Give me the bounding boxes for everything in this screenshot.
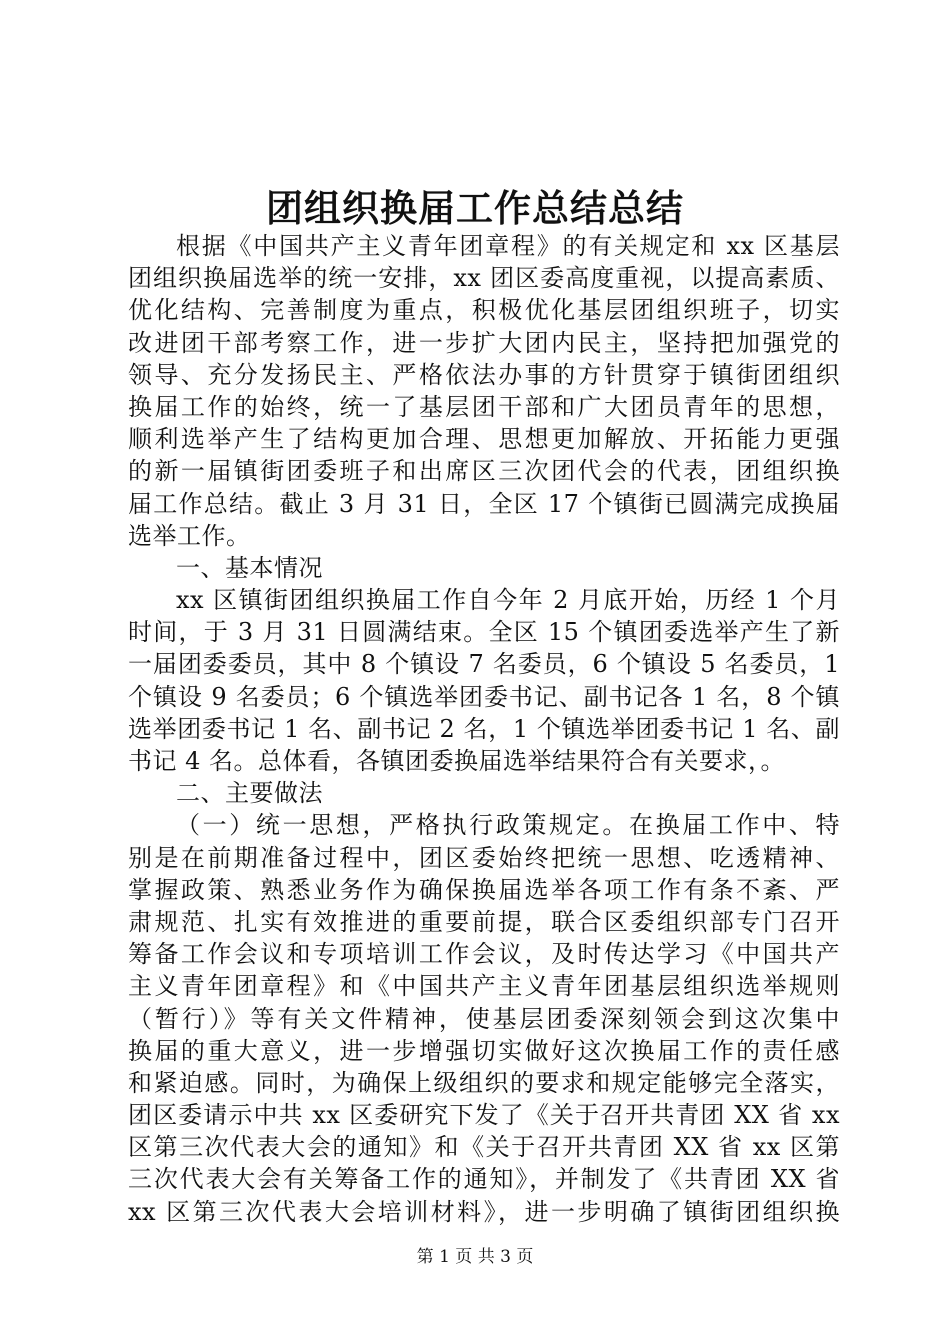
- document-body: [128, 230, 840, 1228]
- body-line: 改进团干部考察工作，进一步扩大团内民主，坚持把加强党的: [128, 328, 840, 357]
- body-line: 优化结构、完善制度为重点，积极优化基层团组织班子，切实: [128, 296, 840, 325]
- body-line: 别是在前期准备过程中，团区委始终把统一思想、吃透精神、: [128, 843, 840, 872]
- section-heading: 一、基本情况: [176, 553, 323, 582]
- body-line: 选举团委书记 1 名、副书记 2 名，1 个镇选举团委书记 1 名、副: [128, 714, 840, 743]
- body-line: 换届的重大意义，进一步增强切实做好这次换届工作的责任感: [128, 1036, 840, 1065]
- body-line: 换届工作的始终，统一了基层团干部和广大团员青年的思想，: [128, 392, 840, 421]
- body-line: 的新一届镇街团委班子和出席区三次团代会的代表，团组织换: [128, 457, 840, 486]
- body-line: 三次代表大会有关筹备工作的通知》，并制发了《共青团 XX 省: [128, 1165, 840, 1194]
- body-line: 时间，于 3 月 31 日圆满结束。全区 15 个镇团委选举产生了新: [128, 618, 840, 647]
- body-line: 选举工作。: [128, 521, 251, 550]
- body-line: 主义青年团章程》和《中国共产主义青年团基层组织选举规则: [128, 972, 840, 1001]
- body-line: 领导、充分发扬民主、严格依法办事的方针贯穿于镇街团组织: [128, 360, 840, 389]
- body-line: 根据《中国共产主义青年团章程》的有关规定和 xx 区基层: [176, 232, 840, 260]
- body-line: 团区委请示中共 xx 区委研究下发了《关于召开共青团 XX 省 xx: [128, 1101, 840, 1130]
- body-line: 个镇设 9 名委员；6 个镇选举团委书记、副书记各 1 名，8 个镇: [128, 682, 840, 711]
- body-line: xx 区镇街团组织换届工作自今年 2 月底开始，历经 1 个月: [176, 586, 840, 615]
- body-line: 团组织换届选举的统一安排，xx 团区委高度重视，以提高素质、: [128, 264, 840, 293]
- page-footer: 第 1 页 共 3 页: [416, 1247, 534, 1267]
- body-line: 书记 4 名。总体看，各镇团委换届选举结果符合有关要求，。: [128, 747, 786, 775]
- body-line: 顺利选举产生了结构更加合理、思想更加解放、开拓能力更强: [128, 425, 840, 454]
- body-line: 掌握政策、熟悉业务作为确保换届选举各项工作有条不紊、严: [128, 875, 840, 904]
- section-heading: 二、主要做法: [176, 779, 323, 808]
- body-line: 届工作总结。截止 3 月 31 日，全区 17 个镇街已圆满完成换届: [128, 489, 840, 518]
- body-line: 和紧迫感。同时，为确保上级组织的要求和规定能够完全落实，: [128, 1068, 840, 1097]
- document-title: 团组织换届工作总结总结: [266, 186, 684, 230]
- body-line: 筹备工作会议和专项培训工作会议，及时传达学习《中国共产: [128, 940, 840, 969]
- body-line: 一届团委委员，其中 8 个镇设 7 名委员，6 个镇设 5 名委员，1: [128, 650, 840, 679]
- body-line: xx 区第三次代表大会培训材料》，进一步明确了镇街团组织换: [128, 1197, 840, 1226]
- body-line: 区第三次代表大会的通知》和《关于召开共青团 XX 省 xx 区第: [128, 1133, 840, 1162]
- body-line: （一）统一思想，严格执行政策规定。在换届工作中、特: [176, 811, 840, 840]
- body-line: （暂行）》等有关文件精神，使基层团委深刻领会到这次集中: [128, 1004, 840, 1033]
- body-line: 肃规范、扎实有效推进的重要前提，联合区委组织部专门召开: [128, 907, 840, 936]
